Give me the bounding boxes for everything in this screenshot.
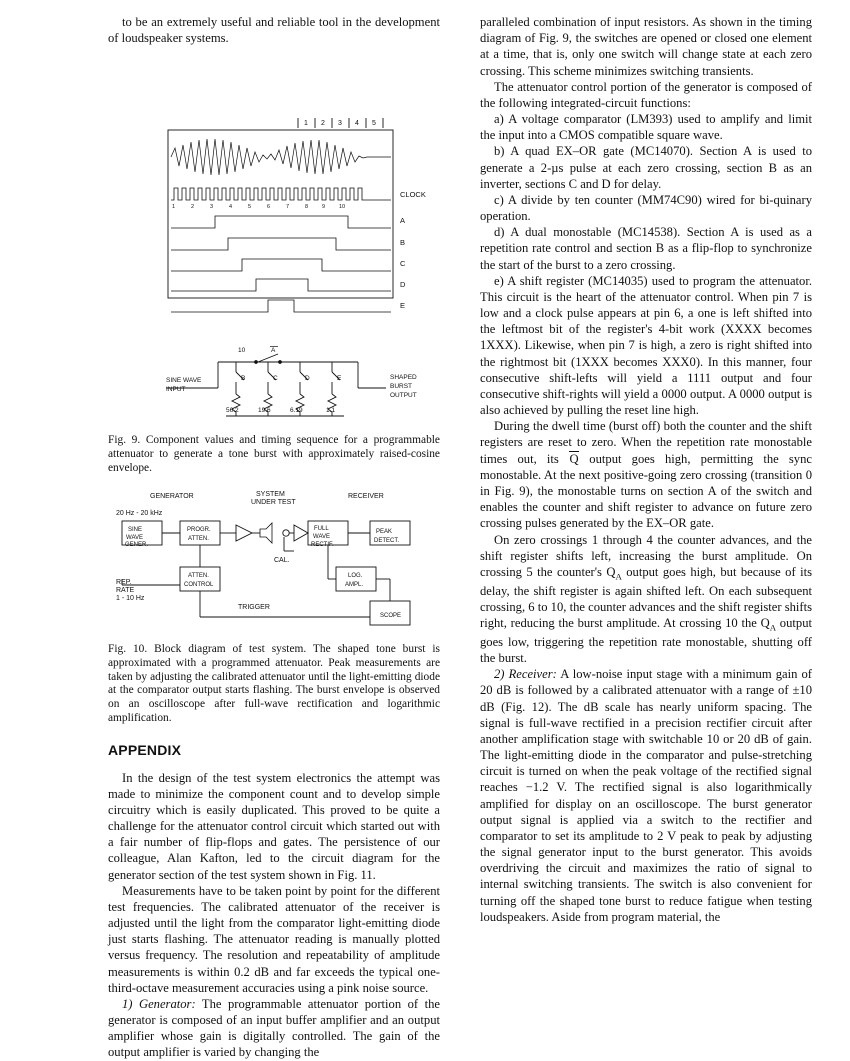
list-item-a: a) A voltage comparator (LM393) used to amplify and limit the input into a CMOS compatible square wave. (480, 112, 812, 143)
svg-text:RATE: RATE (116, 587, 135, 595)
svg-text:A: A (271, 347, 276, 355)
right-paragraph-4-post: output goes low, triggering the repetition rate monostable, shutting off the burst. (480, 616, 812, 666)
svg-text:SCOPE: SCOPE (380, 613, 402, 620)
svg-text:B: B (241, 375, 246, 383)
list-item-d: d) A dual monostable (MC14538). Section A is used as a repetition rate control and section B as a flip-flop to synchronize the start of the burst to a zero crossing. (480, 225, 812, 272)
svg-text:2: 2 (191, 204, 195, 211)
svg-text:ATTEN.: ATTEN. (188, 573, 209, 580)
figure-9-graphic (108, 60, 440, 350)
receiver-lead-in: 2) Receiver: (494, 667, 557, 682)
svg-text:WAVE: WAVE (313, 534, 331, 541)
fig10-section-generator: GENERATOR (150, 493, 194, 501)
right-paragraph-3-post: output goes high, permitting the sync monostable. At the next positive-going zero crossing (transition 0 in Fig. 9), the monostable turns on section A of the switch and enables the counter and shift register to advance on future zero crossing pulses generated by the EX–OR gate. (480, 451, 812, 531)
signal-label-d: D (400, 280, 406, 290)
left-paragraph-1: to be an extremely useful and reliable tool in the development of loudspeaker systems. (108, 15, 440, 46)
svg-text:WAVE: WAVE (126, 535, 144, 542)
left-paragraph-3: Measurements have to be taken point by point for the different test frequencies. The calibrated attenuator of the receiver is adjusted until the light from the comparator light-emitting diode just starts flashing. The attenuator reading is manually plotted versus frequency. The resolution and repeatability of amplitude measurements is within 0.2 dB and far exceeds the typical one-third-octave measurement accuracies using a pink noise source. (108, 883, 440, 995)
svg-text:PROGR.: PROGR. (187, 527, 211, 534)
left-column (108, 14, 440, 1061)
right-paragraph-1: paralleled combination of input resistors. As shown in the timing diagram of Fig. 9, the switches are opened or closed one element at a time, that is, only one switch will change state at each zero crossing. This scheme minimizes switching transients. (480, 15, 812, 78)
svg-text:10: 10 (238, 347, 246, 355)
signal-label-clock: CLOCK (400, 190, 426, 200)
svg-text:SINE: SINE (128, 527, 143, 534)
svg-text:56.2: 56.2 (226, 407, 239, 415)
left-paragraph-2: In the design of the test system electronics the attempt was made to minimize the component count and to develop simple circuitry which is easily duplicated. This proved to be quite a challenge for the attenuator control circuit which started out with a fair number of flip-flops and gates. The persistence of our colleague, Alan Kafton, led to the circuit diagram for the generator section of the test system shown in Fig. 11. (108, 770, 440, 882)
svg-text:C: C (273, 375, 278, 383)
figure-10-graphic (108, 489, 440, 637)
right-paragraph-4 (480, 532, 812, 667)
right-paragraph-3 (480, 418, 812, 531)
svg-text:OUTPUT: OUTPUT (390, 392, 417, 400)
svg-text:8: 8 (305, 204, 309, 211)
svg-text:1.1: 1.1 (326, 407, 336, 415)
figure-10-caption-text: Block diagram of test system. The shaped tone burst is approximated with a programmed attenuator. Peak measurements are taken by adjusting the calibrated attenuator until the light-emitting diode at the comparator output starts flashing. The burst envelope is observed on an oscilloscope after full-wave rectification and logarithmic amplification. (108, 643, 440, 724)
svg-text:9: 9 (322, 204, 326, 211)
figure-9-caption (108, 434, 440, 475)
svg-text:LOG.: LOG. (348, 573, 363, 580)
right-paragraph-5 (480, 666, 812, 925)
fig10-section-sut: SYSTEM (256, 491, 285, 499)
signal-label-b: B (400, 238, 406, 248)
signal-label-c: C (400, 259, 406, 269)
svg-text:4: 4 (229, 204, 233, 211)
signal-label-e: E (400, 301, 406, 311)
left-paragraph-4-text: The programmable attenuator portion of the generator is composed of an input buffer amplifier and an output amplifier whose gain is digitally controlled. The gain of the output amplifier is varied by changing the (108, 996, 440, 1060)
svg-text:D: D (305, 375, 310, 383)
list-item-c: c) A divide by ten counter (MM74C90) wired for bi-quinary operation. (480, 192, 812, 224)
svg-text:5: 5 (248, 204, 252, 211)
svg-text:BURST: BURST (390, 383, 413, 391)
qa-symbol-1: Q (606, 564, 616, 579)
fig10-section-sut2: UNDER TEST (251, 499, 296, 507)
appendix-heading: APPENDIX (108, 741, 182, 758)
right-paragraph-4-pre: On zero crossings 1 through 4 the counter advances, and the shift register shifts left, increasing the burst amplitude. On crossing 5 the counter's (480, 532, 812, 579)
svg-text:GENER.: GENER. (125, 542, 149, 549)
svg-text:SHAPED: SHAPED (390, 374, 417, 382)
svg-text:RECTIF.: RECTIF. (311, 542, 334, 549)
svg-text:DETECT.: DETECT. (374, 538, 400, 545)
svg-text:E: E (337, 375, 342, 383)
svg-text:5: 5 (372, 120, 376, 128)
qa-sub-1: A (615, 571, 622, 582)
figure-9-schematic (108, 346, 440, 428)
svg-text:20 Hz - 20 kHz: 20 Hz - 20 kHz (116, 510, 163, 518)
generator-lead-in: 1) Generator: (122, 996, 196, 1011)
figure-9 (108, 60, 440, 475)
svg-text:AMPL.: AMPL. (345, 582, 364, 589)
svg-text:1 - 10 Hz: 1 - 10 Hz (116, 595, 145, 603)
svg-text:REP.: REP. (116, 579, 132, 587)
right-paragraph-2: The attenuator control portion of the generator is composed of the following integrated-circuit functions: (480, 79, 812, 110)
svg-text:2: 2 (321, 120, 325, 128)
svg-text:CAL.: CAL. (274, 557, 290, 565)
svg-text:SINE WAVE: SINE WAVE (166, 377, 202, 385)
svg-text:3: 3 (210, 204, 214, 211)
right-paragraph-5-text: A low-noise input stage with a minimum gain of 20 dB is followed by a calibrated attenuator with a range of ±10 dB (Fig. 12). The dB scale has nearly uniform spacing. The signal is full-wave rectified in a precision rectifier circuit after another amplification stage with switchable 10 or 20 dB of gain. The light-emitting diode in the comparator and pulse-stretching circuit is turned on when the peak voltage of the rectified signal reaches −1.2 V. The rectified signal is also logarithmically amplified for display on an oscilloscope. The burst generator output signal is applied via a switch to the rectifier and comparator to set its amplitude to 2 V peak to peak by adjusting the signal generator input to the burst generator. This avoids overdriving the circuit and maximizes the ratio of signal to internal switching transients. The switch is also convenient for turning off the shaped tone burst to reduce fatigue when testing loudspeakers. Aside from program material, the (480, 667, 812, 924)
right-paragraph-3-pre: During the dwell time (burst off) both the counter and the shift registers are reset to zero. When the repetition rate monostable times out, its (480, 419, 812, 466)
svg-text:4: 4 (355, 120, 359, 128)
left-paragraph-4 (108, 996, 440, 1061)
svg-text:6.19: 6.19 (290, 407, 303, 415)
figure-10 (108, 489, 440, 725)
figure-10-caption-label: Fig. 10. (108, 643, 148, 656)
svg-text:CONTROL: CONTROL (184, 582, 214, 589)
signal-label-a: A (400, 216, 406, 226)
list-item-e: e) A shift register (MC14035) used to program the attenuator. This circuit is the heart of the attenuator control. When pin 7 is low and a clock pulse appears at pin 6, a one is left shifted into the leftmost bit of the register's 4-bit work (XXXX becomes 1XXX). Likewise, when pin 7 is high, a zero is right shifted into the rightmost bit (1XXX becomes XXX0). In this manner, four consecutive shift-lefts will yield a 1111 output and four consecutive shift-rights will yield a 0000 output. A 0000 output is also achieved by pulling the reset line high. (480, 273, 812, 418)
svg-text:PEAK: PEAK (376, 529, 393, 536)
svg-text:1: 1 (172, 204, 176, 211)
right-column (480, 14, 812, 925)
figure-10-caption (108, 643, 440, 725)
right-paragraph-4-mid: output goes high, but because of its delay, the shift register is again shifted left. On each subsequent crossing, 6 to 10, the counter advances and the shift register shifts right, reducing the burst amplitude. At crossing 10 the (480, 564, 812, 631)
figure-9-caption-text: Component values and timing sequence for a programmable attenuator to generate a tone burst with approximately raised-cosine envelope. (108, 434, 440, 474)
fig10-section-receiver: RECEIVER (348, 493, 384, 501)
figure-9-caption-label: Fig. 9. (108, 434, 141, 447)
svg-text:ATTEN.: ATTEN. (188, 536, 209, 543)
svg-text:6: 6 (267, 204, 271, 211)
list-item-b: b) A quad EX–OR gate (MC14070). Section A is used to generate a 2-µs pulse at each zero crossing, section B as an inverter, sections C and D for delay. (480, 144, 812, 191)
q-bar-symbol: Q (569, 451, 579, 466)
svg-text:1: 1 (304, 120, 308, 128)
qa-symbol-2: Q (760, 616, 770, 631)
svg-text:INPUT: INPUT (166, 386, 186, 394)
qa-sub-2: A (769, 622, 777, 633)
svg-text:FULL: FULL (314, 526, 329, 533)
svg-text:10: 10 (339, 204, 346, 211)
svg-text:TRIGGER: TRIGGER (238, 604, 270, 612)
svg-text:3: 3 (338, 120, 342, 128)
svg-text:19.6: 19.6 (258, 407, 271, 415)
svg-text:7: 7 (286, 204, 290, 211)
